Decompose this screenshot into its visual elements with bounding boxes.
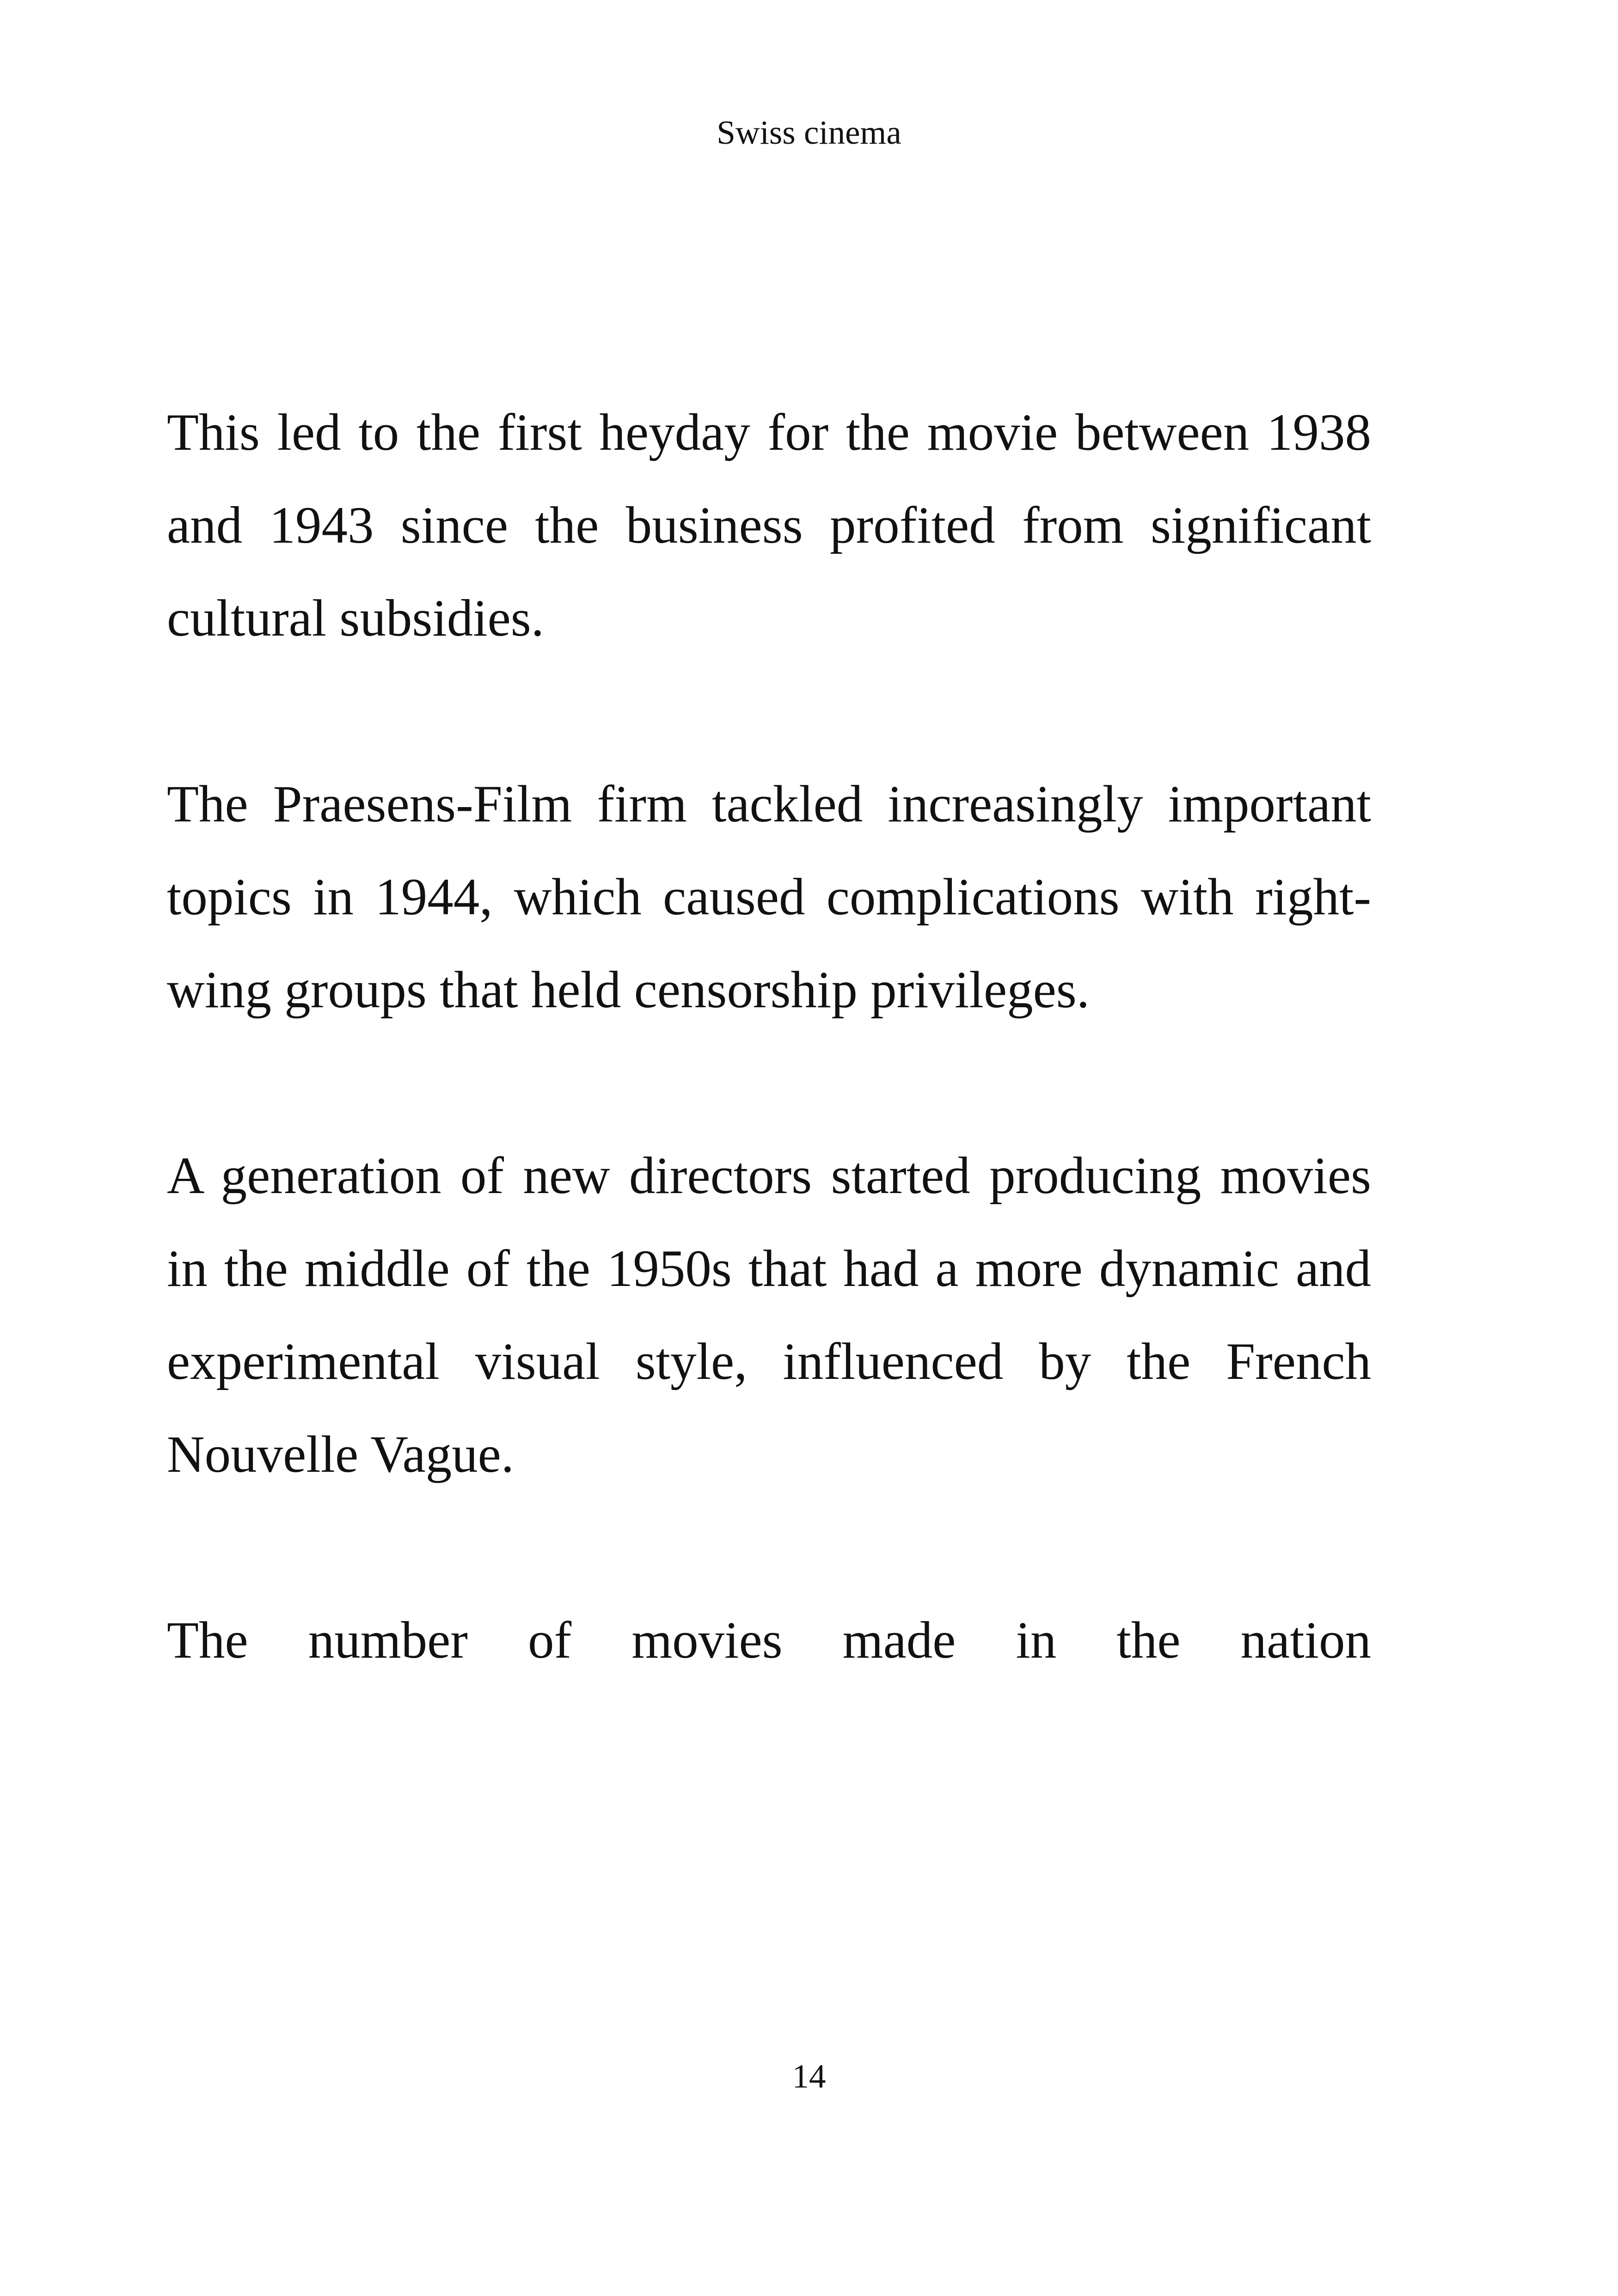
paragraph-praesens-film: The Praesens-Film firm tackled increasingly important topics in 1944, which caused complications with right-wing groups that held censorship privileges.: [167, 775, 1371, 1019]
page-number: 14: [792, 2057, 826, 2095]
paragraph-new-directors: A generation of new directors started producing movies in the middle of the 1950s that had a more dynamic and experimental visual style, influenced by the French Nouvelle Vague.: [167, 1147, 1371, 1483]
paragraph-first-heyday: This led to the first heyday for the movie between 1938 and 1943 since the business profited from significant cultural subsidies.: [167, 404, 1371, 647]
body-text: [167, 386, 1371, 1780]
running-header: Swiss cinema: [717, 114, 901, 151]
paragraph-number-of-movies: The number of movies made in the nation: [167, 1611, 1371, 1669]
